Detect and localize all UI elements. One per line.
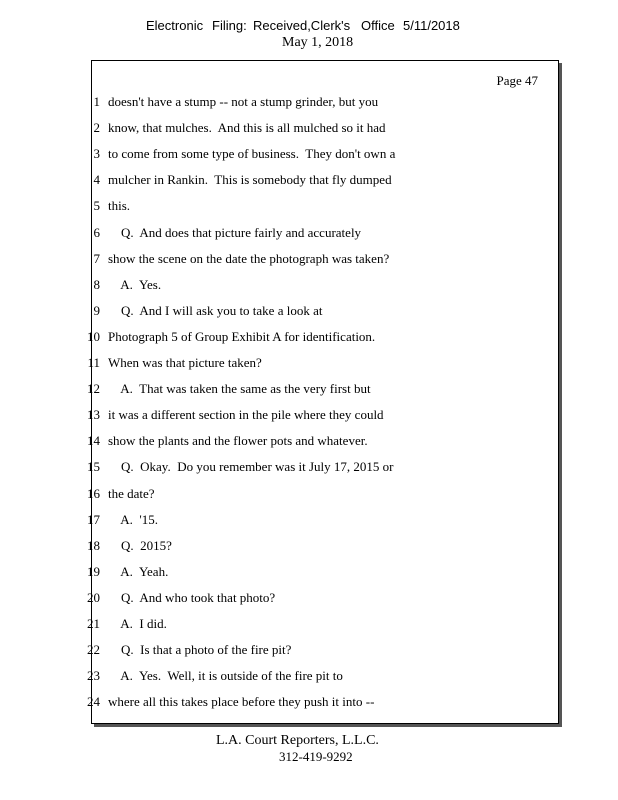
line-text: doesn't have a stump -- not a stump grinder, but you (108, 94, 379, 109)
line-text: it was a different section in the pile where they could (108, 407, 384, 423)
line-text: A. '15. (108, 511, 159, 527)
line-text: A. Yeah. (108, 563, 169, 579)
line-text: the date? (108, 485, 155, 501)
line-text: When was that picture taken? (108, 355, 262, 370)
line-text: mulcher in Rankin. This is somebody that fly dumped (108, 172, 392, 188)
line-number: 17 (87, 511, 100, 527)
line-text: this. (108, 198, 131, 214)
line-number: 6 (93, 224, 100, 240)
line-text: Q. And does that picture fairly and accurately (108, 224, 362, 240)
line-number: 2 (93, 120, 100, 136)
header-electronic: Electronic (146, 18, 204, 33)
line-text: A. Yes. Well, it is outside of the fire pit to (108, 668, 343, 684)
line-text: know, that mulches. And this is all mulched so it had (108, 120, 386, 136)
line-text: where all this takes place before they push it into -- (108, 694, 375, 710)
line-number: 19 (87, 563, 100, 579)
line-number: 23 (87, 668, 100, 684)
line-text: to come from some type of business. They don't own a (108, 146, 396, 162)
header-office: Office (361, 18, 395, 33)
line-text: Q. And I will ask you to take a look at (108, 302, 323, 318)
header-filing: Filing: (212, 18, 247, 33)
footer-company: L.A. Court Reporters, L.L.C. (216, 733, 379, 748)
line-number: 1 (93, 94, 100, 109)
line-number: 24 (87, 694, 100, 710)
header-received: Received,Clerk's (253, 18, 351, 33)
line-number: 7 (93, 250, 100, 266)
line-number: 14 (87, 433, 100, 449)
line-text: Q. Okay. Do you remember was it July 17, 2015 or (108, 459, 394, 475)
line-number: 20 (87, 589, 100, 605)
line-text: Q. 2015? (108, 537, 172, 553)
line-text: A. That was taken the same as the very first but (108, 381, 371, 397)
header-date: 5/11/2018 (403, 18, 460, 33)
line-text: show the scene on the date the photograph was taken? (108, 250, 390, 266)
line-text: Q. Is that a photo of the fire pit? (108, 642, 292, 658)
line-number: 12 (87, 381, 100, 397)
line-text: Photograph 5 of Group Exhibit A for identification. (108, 328, 376, 344)
line-number: 18 (87, 537, 100, 553)
hearing-date: May 1, 2018 (282, 35, 354, 50)
line-text: Q. And who took that photo? (108, 589, 276, 605)
line-number: 22 (87, 642, 100, 658)
line-number: 11 (87, 355, 100, 370)
footer-phone: 312-419-9292 (279, 749, 353, 764)
line-number: 4 (93, 172, 100, 188)
line-number: 5 (93, 198, 100, 214)
line-text: show the plants and the flower pots and whatever. (108, 433, 368, 449)
line-number: 8 (93, 276, 100, 292)
line-text: A. Yes. (108, 276, 162, 292)
page-number: Page 47 (496, 73, 538, 88)
line-number: 10 (87, 328, 100, 344)
line-text: A. I did. (108, 616, 167, 631)
line-number: 13 (87, 407, 100, 423)
line-number: 3 (93, 146, 100, 162)
line-number: 16 (87, 485, 100, 501)
line-number: 9 (93, 302, 100, 318)
line-number: 21 (87, 616, 100, 631)
line-number: 15 (87, 459, 100, 475)
